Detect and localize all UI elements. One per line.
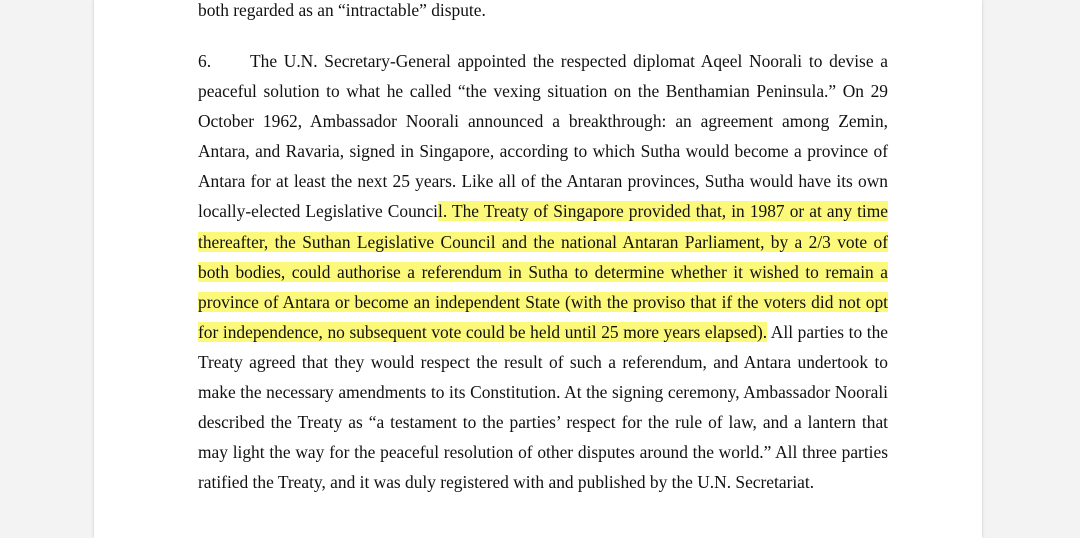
- line-text: Antara for at least the next 25 years. Like all of the Antaran provinces, Sutha would have its own: [198, 171, 888, 192]
- line-text: locally-elected Legislative Counci: [198, 201, 439, 222]
- paragraph-line: [198, 46, 888, 76]
- line-text: peaceful solution to what he called “the vexing situation on the Benthamian Peninsula.” On 29: [198, 81, 888, 102]
- paragraph-line: [198, 257, 888, 287]
- highlighted-text[interactable]: thereafter, the Suthan Legislative Council and the national Antaran Parliament, by a 2/3 vote of: [198, 231, 888, 252]
- highlighted-text[interactable]: for independence, no subsequent vote could be held until 25 more years elapsed).: [198, 321, 768, 342]
- previous-paragraph-ending: both regarded as an “intractable” dispute.: [198, 0, 486, 20]
- paragraph-line: [198, 166, 888, 196]
- highlighted-text[interactable]: both bodies, could authorise a referendum in Sutha to determine whether it wished to remain a: [198, 261, 888, 282]
- paragraph-line: [198, 76, 888, 106]
- line-text: Treaty agreed that they would respect the result of such a referendum, and Antara undertook to: [198, 351, 888, 372]
- paragraph-line: [198, 467, 888, 497]
- paragraph-line: [198, 136, 888, 166]
- line-text: may light the way for the peaceful resolution of other disputes around the world.” All three parties: [198, 442, 888, 463]
- line-text: make the necessary amendments to its Constitution. At the signing ceremony, Ambassador Noorali: [198, 382, 888, 403]
- line-text: ratified the Treaty, and it was duly registered with and published by the U.N. Secretariat.: [198, 472, 815, 493]
- line-text: October 1962, Ambassador Noorali announced a breakthrough: an agreement among Zemin,: [198, 111, 888, 132]
- paragraph-line: [198, 437, 888, 467]
- paragraph-line: [198, 227, 888, 257]
- highlighted-text[interactable]: province of Antara or become an independent State (with the proviso that if the voters did not opt: [198, 291, 888, 312]
- line-text: described the Treaty as “a testament to the parties’ respect for the rule of law, and a lantern that: [198, 412, 888, 433]
- line-text: The U.N. Secretary-General appointed the respected diplomat Aqeel Noorali to devise a: [250, 51, 888, 71]
- paragraph-line: [198, 347, 888, 377]
- document-page[interactable]: [94, 0, 982, 538]
- paragraph-6: [198, 46, 888, 497]
- line-text: Antara, and Ravaria, signed in Singapore, according to which Sutha would become a province of: [198, 141, 888, 162]
- paragraph-number: 6.: [198, 51, 212, 71]
- paragraph-line: [198, 106, 888, 136]
- paragraph-line: [198, 377, 888, 407]
- highlighted-text[interactable]: l. The Treaty of Singapore provided that, in 1987 or at any time: [438, 201, 889, 222]
- paragraph-line: [198, 196, 888, 226]
- paragraph-line: [198, 407, 888, 437]
- paragraph-line: [198, 317, 888, 347]
- line-text: All parties to the: [767, 321, 888, 342]
- paragraph-line: [198, 287, 888, 317]
